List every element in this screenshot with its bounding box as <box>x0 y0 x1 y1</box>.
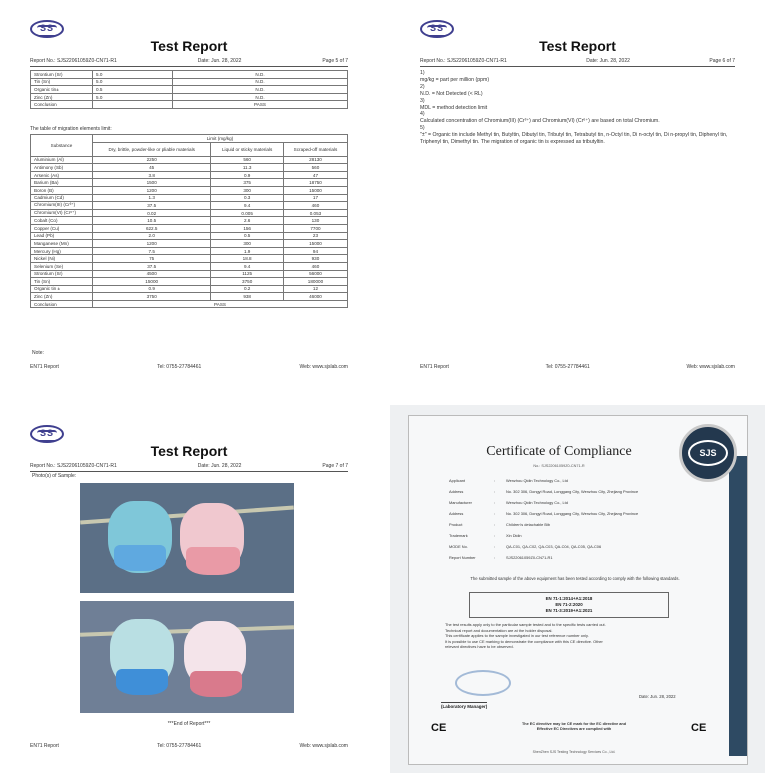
table-cell: PASS <box>173 101 348 109</box>
col-header: Substance <box>31 135 93 157</box>
table-cell: 9.4 <box>211 262 284 270</box>
table-cell: 560 <box>211 156 284 164</box>
conclusion-row <box>31 300 348 308</box>
note-line: "±" = Organic tin include Methyl tin, Butyltin, Dibutyl tin, Tributyl tin, Tetrabutyl tin, n-Octyl tin, Di n-octyl tin, Di n-propyl tin, Diphenyl tin, Triphenyl tin, Dimethyl tin. The migration of organic tin is expressed as tributyltin. <box>420 132 728 146</box>
table-cell: 7700 <box>283 224 347 232</box>
report-header: Report No.: SJS22061059Z0-CN71-R1 Date: Jun. 28, 2022 Page 6 of 7 <box>420 58 735 67</box>
photo-label: Photo(s) of Sample: <box>32 473 77 479</box>
table-cell: 180000 <box>283 278 347 286</box>
disclaimer-line: The test results apply only to the particular sample tested and to the specific tests carried out. <box>445 622 606 627</box>
table-cell: 0.2 <box>211 285 284 293</box>
end-of-report: ***End of Report*** <box>167 721 211 727</box>
table-cell: 300 <box>211 186 284 194</box>
separator: : <box>494 544 496 549</box>
disclaimer-line: relevant directives have to be observed. <box>445 644 514 650</box>
table-cell: Chromium(VI) (Cr⁶⁺) <box>31 209 93 217</box>
report-page-7 <box>0 405 378 773</box>
table-cell: 37.5 <box>93 202 211 210</box>
certificate-field-label: Address <box>449 511 464 516</box>
table-cell: 156 <box>211 224 284 232</box>
table-row <box>31 285 348 293</box>
table-cell: 56000 <box>283 270 347 278</box>
report-footer: EN71 Report Tel: 0755-27784461 Web: www.sjslab.com <box>420 364 735 370</box>
table-cell: Arsenic (As) <box>31 171 93 179</box>
ce-mark-icon: CE <box>691 722 707 734</box>
certificate-title: Certificate of Compliance <box>486 444 632 459</box>
table-cell: 2250 <box>93 156 211 164</box>
table-cell: 5.0 <box>93 78 173 86</box>
standard-item: EN 71-1:2014+A1:2018 <box>545 596 593 601</box>
report-footer: EN71 Report Tel: 0755-27784461 Web: www.sjslab.com <box>30 364 348 370</box>
table-cell: 18750 <box>283 179 347 187</box>
table-cell: 47 <box>283 171 347 179</box>
note-line: 1) <box>420 70 425 76</box>
table-cell: 4500 <box>93 270 211 278</box>
table-cell: 3750 <box>93 293 211 301</box>
table-row <box>31 232 348 240</box>
certificate-row <box>449 544 601 549</box>
table-cell: Conclusion <box>31 101 93 109</box>
table-row <box>31 93 348 101</box>
table-cell <box>93 101 173 109</box>
table-cell: 460 <box>283 262 347 270</box>
table-row <box>31 186 348 194</box>
limit-table-title: The table of migration elements limit: <box>30 126 112 132</box>
table-cell: N.D. <box>173 78 348 86</box>
col-header: Liquid or sticky materials <box>211 142 284 156</box>
table-cell: 0.053 <box>283 209 347 217</box>
table-row <box>31 240 348 248</box>
certificate-field-label: MODE No. <box>449 544 468 549</box>
certificate-field-value: No. 302 306, Dongyi Road, Longgang City, Wenzhou City, Zhejiang Province <box>506 511 639 516</box>
table-row <box>31 217 348 225</box>
table-cell: 0.5 <box>93 86 173 94</box>
separator: : <box>494 533 496 538</box>
note-line: 2) <box>420 83 425 90</box>
table-cell: 0.9 <box>93 285 211 293</box>
page-title: Test Report <box>539 38 616 54</box>
note-line: mg/kg = part per million (ppm) <box>420 76 490 83</box>
certificate-field-label: Product <box>449 522 463 527</box>
table-cell: Nickel (Ni) <box>31 255 93 263</box>
table-cell: PASS <box>93 300 348 308</box>
disclaimer-line: This certificate applies to the sample investigated in our test reference number only. <box>445 633 589 639</box>
report-notes <box>420 70 730 146</box>
table-cell: 5.0 <box>93 71 173 79</box>
certificate-field-label: Report Number <box>449 555 476 560</box>
table-cell: 560 <box>283 164 347 172</box>
table-cell: Cadmium (Cd) <box>31 194 93 202</box>
table-row <box>31 247 348 255</box>
col-header: Scraped-off materials <box>283 142 347 156</box>
report-page-6 <box>390 0 765 385</box>
table-cell: 18.8 <box>211 255 284 263</box>
note-label: Note: <box>32 350 44 356</box>
table-cell: 1.9 <box>211 247 284 255</box>
certificate-row <box>449 478 568 483</box>
table-row <box>31 224 348 232</box>
table-cell: 3.8 <box>93 171 211 179</box>
standards-box <box>469 592 669 618</box>
table-cell: 45 <box>93 164 211 172</box>
table-row <box>31 78 348 86</box>
table-cell: 23 <box>283 232 347 240</box>
table-row <box>31 156 348 164</box>
table-row <box>31 293 348 301</box>
table-cell: 15000 <box>283 186 347 194</box>
table-row <box>31 262 348 270</box>
certificate-field-value: Xin Didin <box>506 533 522 538</box>
certificate-field-value: Wenzhou Qidin Technology Co., Ltd <box>506 478 568 483</box>
sjs-logo-icon: SS <box>420 20 454 38</box>
certificate-footer-text: The EC directive may be CE mark for the EC directive and Effective EC Directives are complied with <box>521 722 627 731</box>
blue-bib-pocket-image <box>116 669 168 695</box>
table-cell: 1125 <box>211 270 284 278</box>
table-cell: 94 <box>283 247 347 255</box>
table-cell: 375 <box>211 179 284 187</box>
table-cell: Antimony (Sb) <box>31 164 93 172</box>
table-cell: N.D. <box>173 93 348 101</box>
certificate-of-compliance <box>390 405 765 773</box>
report-header: Report No.: SJS22061059Z0-CN71-R1 Date: Jun. 28, 2022 Page 7 of 7 <box>30 463 348 472</box>
certificate-frame <box>408 415 748 765</box>
table-row <box>31 179 348 187</box>
page-title: Test Report <box>150 38 228 54</box>
table-row <box>31 255 348 263</box>
table-cell: Copper (Cu) <box>31 224 93 232</box>
table-cell: 460 <box>283 202 347 210</box>
table-cell: 2.6 <box>211 217 284 225</box>
col-header: Dry, brittle, powder-like or pliable materials <box>93 142 211 156</box>
note-line: MDL = method detection limit <box>420 104 488 111</box>
pink-bib-pocket-image <box>190 671 242 697</box>
table-cell: 7.5 <box>93 247 211 255</box>
table-row <box>31 171 348 179</box>
page-title: Test Report <box>150 443 228 459</box>
note-line: Calculated concentration of Chromium(III) (Cr³⁺) and Chromium(VI) (Cr⁶⁺) are based on total Chromium. <box>420 118 660 125</box>
table-cell: Strontium (Sr) <box>31 270 93 278</box>
ce-mark-icon: CE <box>431 722 447 734</box>
table-cell: Tin (Sn) <box>31 78 93 86</box>
table-cell: 75 <box>93 255 211 263</box>
table-cell: 1200 <box>93 240 211 248</box>
sjs-logo-icon: SS <box>30 20 64 38</box>
certificate-field-value: Children's detachable Bib <box>506 522 550 527</box>
table-cell: 37.5 <box>93 262 211 270</box>
table-cell: 3750 <box>211 278 284 286</box>
table-cell: Boron (B) <box>31 186 93 194</box>
certificate-date: Date: Jun. 28, 2022 <box>639 694 676 699</box>
table-cell: Conclusion <box>31 300 93 308</box>
standard-item: EN 71-3:2019+A1:2021 <box>545 608 593 613</box>
table-cell: 9.4 <box>211 202 284 210</box>
table-cell: 15000 <box>93 278 211 286</box>
table-row <box>31 202 348 210</box>
table-cell: 5.0 <box>93 93 173 101</box>
table-cell: 1500 <box>93 179 211 187</box>
separator: : <box>494 489 496 494</box>
certificate-field-label: Manufacturer <box>449 500 472 505</box>
table-cell: 28130 <box>283 156 347 164</box>
certificate-row <box>449 555 553 560</box>
disclaimer-line: It is possible to use CE marking to demonstrate the compliance with this CE directive. Other <box>445 638 603 644</box>
table-cell: 1200 <box>93 186 211 194</box>
certificate-row <box>449 533 522 538</box>
certificate-row <box>449 489 638 494</box>
table-cell: 0.005 <box>211 209 284 217</box>
separator: : <box>494 511 496 516</box>
table-cell: 10.5 <box>93 217 211 225</box>
table-cell: Strontium (Sr) <box>31 71 93 79</box>
table-cell: Aluminium (Al) <box>31 156 93 164</box>
table-row <box>31 164 348 172</box>
sample-photo-front <box>80 483 294 593</box>
certificate-field-label: Trademark <box>449 533 468 538</box>
seal-icon: SJS <box>679 424 737 482</box>
certificate-field-value: Wenzhou Qidin Technology Co., Ltd <box>506 500 568 505</box>
table-cell: 0.3 <box>211 194 284 202</box>
table-cell: Cobalt (Co) <box>31 217 93 225</box>
table-row <box>31 278 348 286</box>
certificate-field-label: Address <box>449 489 464 494</box>
migration-limit-table <box>30 134 348 308</box>
col-header-group: Limit (mg/kg) <box>93 135 348 143</box>
separator: : <box>494 522 496 527</box>
report-header: Report No.: SJS22061059Z0-CN71-R1 Date: Jun. 28, 2022 Page 5 of 7 <box>30 58 348 67</box>
table-cell: 17 <box>283 194 347 202</box>
table-cell: N.D. <box>173 71 348 79</box>
table-cell: N.D. <box>173 86 348 94</box>
table-row <box>31 194 348 202</box>
disclaimer-line: Technical report and documentation are at the holder disposal. <box>445 627 553 633</box>
note-line: 4) <box>420 111 425 118</box>
note-line: N.D. = Not Detected (< RL) <box>420 90 483 97</box>
certificate-row <box>449 522 550 527</box>
table-cell: 622.5 <box>93 224 211 232</box>
pink-bib-pocket-image <box>186 547 240 575</box>
table-cell: 12 <box>283 285 347 293</box>
table-cell: Tin (Sn) <box>31 278 93 286</box>
certificate-field-value: SJS22061059Z0-CN71-R1 <box>506 555 553 560</box>
table-cell: 0.9 <box>211 171 284 179</box>
table-cell: Manganese (Mn) <box>31 240 93 248</box>
result-table-continued <box>30 70 348 109</box>
table-cell: 130 <box>283 217 347 225</box>
table-cell: Chromium(III) (Cr³⁺) <box>31 202 93 210</box>
table-cell: Organic tin ± <box>31 285 93 293</box>
report-footer: EN71 Report Tel: 0755-27784461 Web: www.sjslab.com <box>30 743 348 749</box>
table-cell: Zinc (Zn) <box>31 293 93 301</box>
table-cell: Selenium (Se) <box>31 262 93 270</box>
certificate-disclaimer <box>445 622 705 650</box>
certificate-field-label: Applicant <box>449 478 466 483</box>
lab-stamp-icon <box>455 670 511 696</box>
table-row <box>31 86 348 94</box>
table-cell: 938 <box>211 293 284 301</box>
report-page-5 <box>0 0 378 385</box>
table-cell: Organic tin± <box>31 86 93 94</box>
table-cell: 0.02 <box>93 209 211 217</box>
table-cell: Zinc (Zn) <box>31 93 93 101</box>
table-cell: Lead (Pb) <box>31 232 93 240</box>
sample-photo-back <box>80 601 294 713</box>
separator: : <box>494 500 496 505</box>
table-cell: 46000 <box>283 293 347 301</box>
table-cell: Barium (Ba) <box>31 179 93 187</box>
standard-item: EN 71-2:2020 <box>555 602 583 607</box>
table-cell: 1.3 <box>93 194 211 202</box>
table-row <box>31 101 348 109</box>
certificate-statement: The submitted sample of the above equipment has been tested according to comply with the following standards. <box>470 576 680 581</box>
table-row <box>31 270 348 278</box>
table-cell: 11.3 <box>211 164 284 172</box>
table-cell: 0.5 <box>211 232 284 240</box>
certificate-company: ShenZhen SJS Testing Technology Services Co., Ltd. <box>532 750 616 754</box>
signature-label: (Laboratory Manager) <box>441 704 488 709</box>
separator: : <box>494 555 496 560</box>
note-line: 3) <box>420 97 425 104</box>
certificate-side-stripe <box>729 456 747 756</box>
table-cell: 930 <box>283 255 347 263</box>
table-row <box>31 209 348 217</box>
certificate-row <box>449 511 638 516</box>
table-cell: Mercury (Hg) <box>31 247 93 255</box>
sjs-logo-icon: SS <box>30 425 64 443</box>
blue-bib-pocket-image <box>114 545 166 571</box>
note-line: 5) <box>420 125 425 132</box>
certificate-field-value: QA-C01, QA-C02, QA-C03, QA-C04, QA-C05, QA-C06 <box>506 544 602 549</box>
table-cell: 2.0 <box>93 232 211 240</box>
certificate-field-value: No. 302 306, Dongyi Road, Longgang City, Wenzhou City, Zhejiang Province <box>506 489 639 494</box>
table-cell: 300 <box>211 240 284 248</box>
separator: : <box>494 478 496 483</box>
table-cell: 15000 <box>283 240 347 248</box>
certificate-row <box>449 500 568 505</box>
certificate-number: No.: SJS22061059Z0-CN71-R <box>533 464 585 468</box>
table-row <box>31 71 348 79</box>
